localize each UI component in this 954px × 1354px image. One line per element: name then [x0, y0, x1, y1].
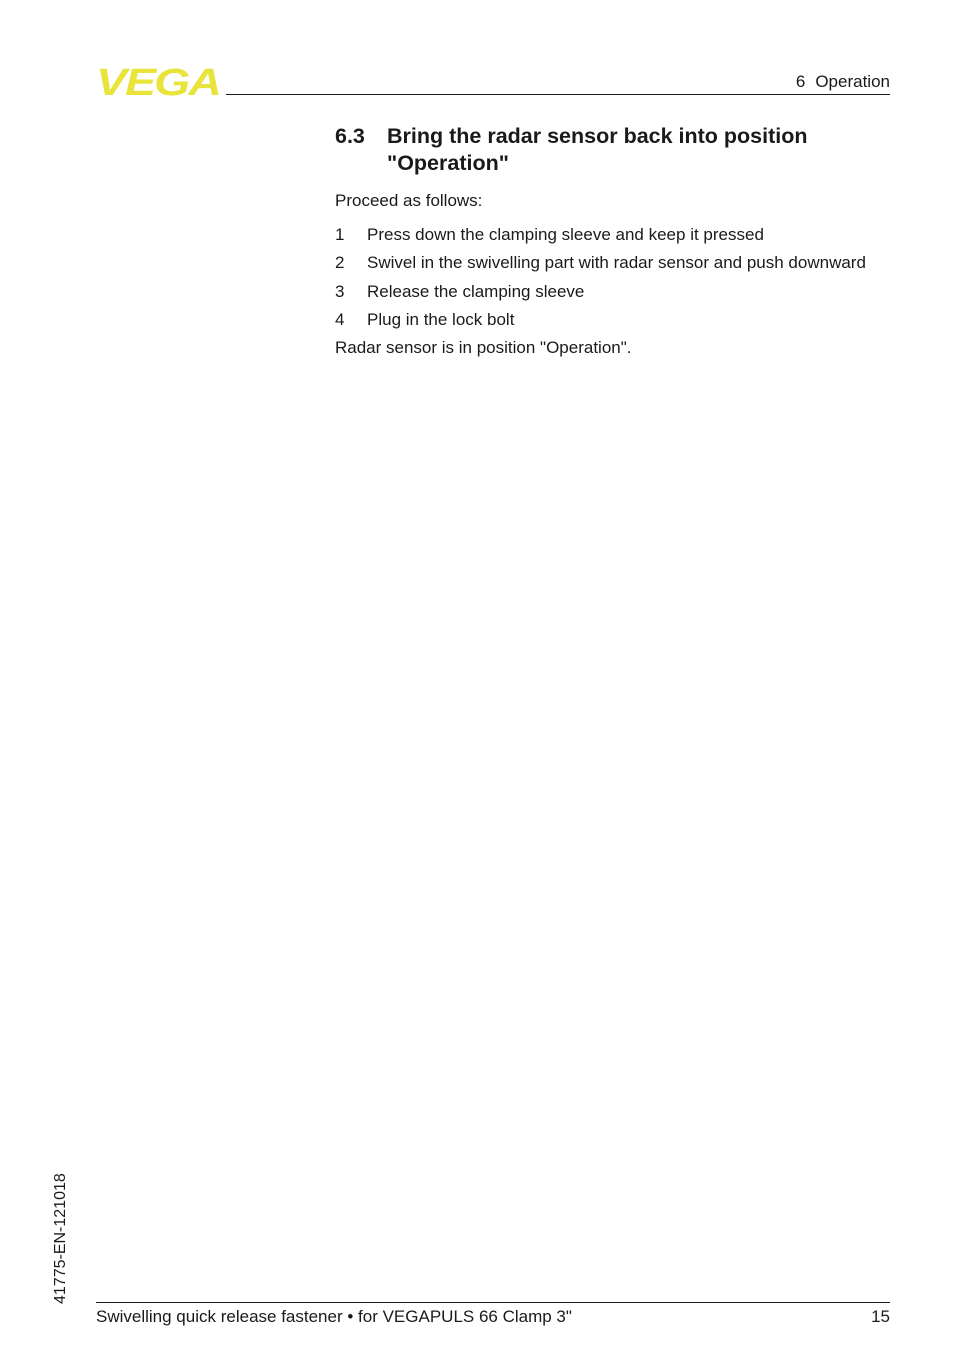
- vega-logo-text: VEGA: [96, 64, 220, 98]
- header-rule: [226, 94, 890, 95]
- footer-title: Swivelling quick release fastener • for VEGAPULS 66 Clamp 3": [96, 1307, 572, 1326]
- header-section: [796, 72, 890, 92]
- step-number: 1: [335, 225, 345, 244]
- result-text: Radar sensor is in position "Operation".: [335, 338, 632, 357]
- step-text: Plug in the lock bolt: [367, 309, 515, 329]
- step-text: Swivel in the swivelling part with radar sensor and push downward: [367, 253, 866, 273]
- step-number: 3: [335, 281, 345, 301]
- vega-logo: [96, 64, 220, 98]
- step-text: Press down the clamping sleeve and keep it pressed: [367, 225, 764, 244]
- intro-text: Proceed as follows:: [335, 191, 483, 210]
- section-heading: [335, 123, 895, 177]
- list-item: [335, 253, 866, 281]
- footer-rule: [96, 1302, 890, 1303]
- step-text: Release the clamping sleeve: [367, 281, 585, 301]
- section-title: Bring the radar sensor back into position "Operation": [387, 124, 808, 175]
- list-item: [335, 310, 866, 338]
- section-number: 6.3: [335, 124, 365, 148]
- header-section-number: 6: [795, 72, 806, 91]
- list-item: [335, 282, 866, 310]
- header-section-title: Operation: [815, 72, 890, 91]
- step-number: 4: [335, 309, 345, 329]
- steps-list: [335, 225, 866, 338]
- document-number: 41775-EN-121018: [52, 1173, 69, 1304]
- list-item: [335, 225, 866, 253]
- step-number: 2: [335, 253, 345, 273]
- page-number: 15: [871, 1307, 890, 1326]
